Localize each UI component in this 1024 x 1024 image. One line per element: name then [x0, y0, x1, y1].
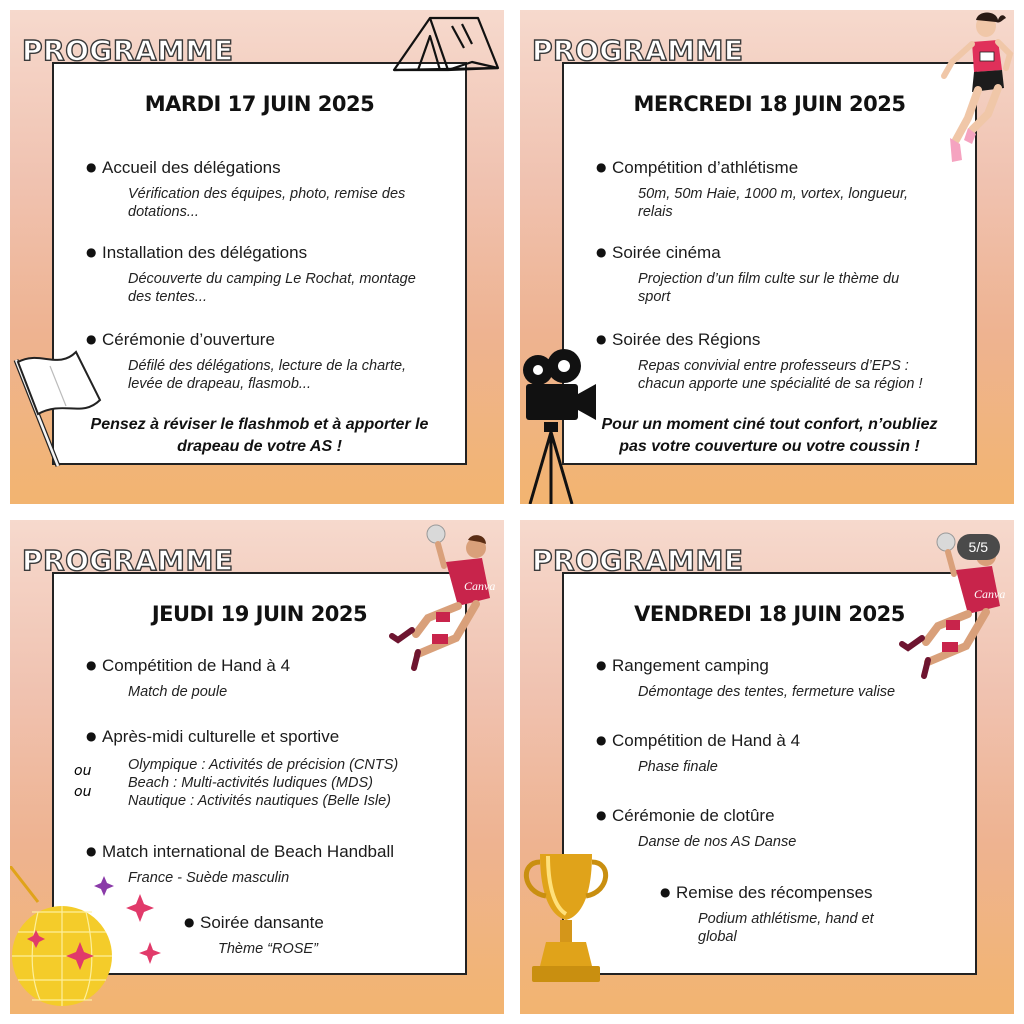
program-item — [596, 806, 961, 851]
bullet-icon: ● — [596, 245, 607, 259]
slide-friday — [520, 520, 1014, 1014]
programme-heading: PROGRAMME — [22, 34, 234, 67]
bullet-icon: ● — [86, 160, 97, 174]
program-card — [52, 62, 467, 465]
bullet-icon: ● — [660, 885, 671, 899]
item-description: Danse de nos AS Danse — [638, 834, 797, 850]
program-item — [596, 330, 961, 393]
item-description: France - Suède masculin — [128, 870, 290, 886]
disco-ball-icon — [10, 866, 170, 1014]
bullet-icon: ● — [596, 733, 607, 747]
program-item — [86, 158, 451, 221]
item-label: Soirée dansante — [200, 913, 324, 932]
bullet-icon: ● — [184, 915, 195, 929]
item-description: Défilé des délégations, lecture de la charte, levée de drapeau, flasmob... — [128, 358, 407, 392]
programme-heading: PROGRAMME — [532, 34, 744, 67]
item-label: Remise des récompenses — [676, 883, 873, 902]
item-description: Découverte du camping Le Rochat, montage des tentes... — [128, 271, 416, 305]
item-description: Podium athlétisme, hand et global — [698, 911, 874, 945]
bullet-icon: ● — [596, 658, 607, 672]
canva-watermark: Canva — [464, 579, 496, 593]
program-item — [596, 158, 961, 221]
program-card — [562, 62, 977, 465]
options-list — [74, 756, 451, 810]
bullet-icon: ● — [596, 160, 607, 174]
program-item — [596, 731, 961, 776]
programme-heading: PROGRAMME — [532, 544, 744, 577]
day-date: MARDI 17 JUIN 2025 — [144, 92, 375, 116]
item-label: Rangement camping — [612, 656, 769, 675]
bullet-icon: ● — [86, 658, 97, 672]
program-item — [596, 243, 961, 306]
item-description: Démontage des tentes, fermeture valise — [638, 684, 896, 700]
canva-watermark: Canva — [974, 587, 1006, 601]
item-description: Thème “ROSE” — [218, 941, 318, 957]
item-label: Cérémonie d’ouverture — [102, 330, 275, 349]
option-text: Nautique : Activités nautiques (Belle Isle) — [128, 793, 392, 809]
program-item — [86, 330, 451, 393]
option-text: Beach : Multi-activités ludiques (MDS) — [128, 775, 373, 791]
reminder-note: Pensez à réviser le flashmob et à apporter le drapeau de votre AS ! — [90, 416, 429, 455]
item-label: Soirée cinéma — [612, 243, 721, 262]
or-label: ou — [74, 763, 92, 779]
flag-icon — [10, 340, 110, 470]
slide-thursday — [10, 520, 504, 1014]
page-indicator: 5/5 — [957, 534, 1000, 560]
day-date: MERCREDI 18 JUIN 2025 — [633, 92, 906, 116]
item-description: Phase finale — [638, 759, 718, 775]
tent-icon — [390, 12, 502, 76]
movie-camera-icon — [520, 348, 602, 504]
item-label: Compétition de Hand à 4 — [102, 656, 291, 675]
bullet-icon: ● — [86, 729, 97, 743]
day-date: JEUDI 19 JUIN 2025 — [151, 602, 368, 626]
bullet-icon: ● — [596, 808, 607, 822]
program-item — [74, 727, 451, 810]
program-item — [184, 913, 451, 958]
bullet-icon: ● — [596, 332, 607, 346]
item-description: Vérification des équipes, photo, remise des dotations... — [128, 186, 406, 220]
slide-wednesday — [520, 10, 1014, 504]
item-label: Accueil des délégations — [102, 158, 281, 177]
trophy-icon — [520, 850, 612, 988]
item-description: Match de poule — [128, 684, 228, 700]
programme-heading: PROGRAMME — [22, 544, 234, 577]
item-description: Repas convivial entre professeurs d’EPS : chacun apporte une spécialité de sa région ! — [638, 358, 923, 392]
item-label: Match international de Beach Handball — [102, 842, 395, 861]
item-label: Installation des délégations — [102, 243, 308, 262]
item-label: Compétition d’athlétisme — [612, 158, 799, 177]
handball-player-icon — [372, 522, 504, 672]
slide-tuesday — [10, 10, 504, 504]
item-label: Cérémonie de clotûre — [612, 806, 775, 825]
bullet-icon: ● — [86, 245, 97, 259]
item-description: 50m, 50m Haie, 1000 m, vortex, longueur, relais — [638, 186, 909, 220]
bullet-icon: ● — [86, 844, 97, 858]
runner-icon — [932, 10, 1014, 170]
item-description: Projection d’un film culte sur le thème du sport — [638, 271, 900, 305]
item-label: Après-midi culturelle et sportive — [102, 727, 340, 746]
item-label: Soirée des Régions — [612, 330, 761, 349]
option-text: Olympique : Activités de précision (CNTS) — [128, 757, 399, 773]
program-item — [660, 883, 961, 946]
program-item — [86, 243, 451, 306]
or-label: ou — [74, 784, 92, 800]
item-label: Compétition de Hand à 4 — [612, 731, 801, 750]
bullet-icon: ● — [86, 332, 97, 346]
reminder-note: Pour un moment ciné tout confort, n’oubliez pas votre couverture ou votre coussin ! — [601, 416, 938, 455]
day-date: VENDREDI 18 JUIN 2025 — [634, 602, 905, 626]
